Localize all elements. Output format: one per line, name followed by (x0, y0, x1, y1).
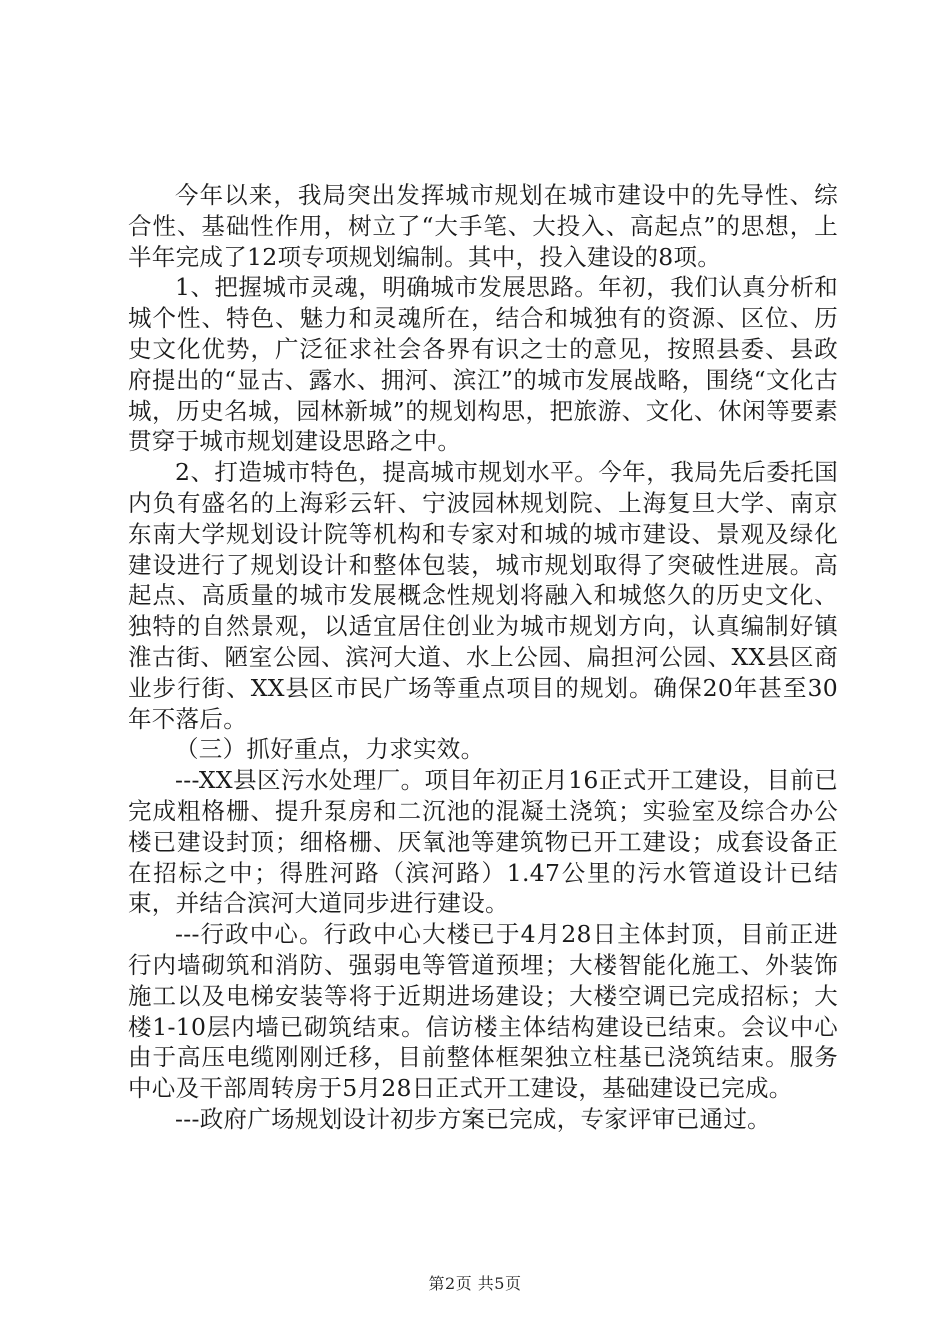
paragraph-section-heading: （三）抓好重点，力求实效。 (175, 735, 485, 764)
paragraph-sewage-plant: ---XX县区污水处理厂。项目年初正月16正式开工建设，目前已完成粗格栅、提升泵房和二沉池的混凝土浇筑；实验室及综合办公楼已建设封顶；细格栅、厌氧池等建筑物已开工建设；成套设备正在招标之中；得胜河路（滨河路）1.47公里的污水管道设计已结束，并结合滨河大道同步进行建设。 (128, 766, 838, 918)
document-body (128, 180, 838, 1135)
paragraph-city-features: 2、打造城市特色，提高城市规划水平。今年，我局先后委托国内负有盛名的上海彩云轩、宁波园林规划院、上海复旦大学、南京东南大学规划设计院等机构和专家对和城的城市建设、景观及绿化建设进行了规划设计和整体包装，城市规划取得了突破性进展。高起点、高质量的城市发展概念性规划将融入和城悠久的历史文化、独特的自然景观，以适宜居住创业为城市规划方向，认真编制好镇淮古街、陋室公园、滨河大道、水上公园、扁担河公园、XX县区商业步行街、XX县区市民广场等重点项目的规划。确保20年甚至30年不落后。 (128, 458, 838, 733)
paragraph-intro: 今年以来，我局突出发挥城市规划在城市建设中的先导性、综合性、基础性作用，树立了“大手笔、大投入、高起点”的思想，上半年完成了12项专项规划编制。其中，投入建设的8项。 (128, 181, 838, 271)
paragraph-admin-center: ---行政中心。行政中心大楼已于4月28日主体封顶，目前正进行内墙砌筑和消防、强弱电等管道预埋；大楼智能化施工、外装饰施工以及电梯安装等将于近期进场建设；大楼空调已完成招标；大楼1-10层内墙已砌筑结束。信访楼主体结构建设已结束。会议中心由于高压电缆刚刚迁移，目前整体框架独立柱基已浇筑结束。服务中心及干部周转房于5月28日正式开工建设，基础建设已完成。 (128, 920, 838, 1103)
paragraph-city-soul: 1、把握城市灵魂，明确城市发展思路。年初，我们认真分析和城个性、特色、魅力和灵魂所在，结合和城独有的资源、区位、历史文化优势，广泛征求社会各界有识之士的意见，按照县委、县政府提出的“显古、露水、拥河、滨江”的城市发展战略，围绕“文化古城，历史名城，园林新城”的规划构思，把旅游、文化、休闲等要素贯穿于城市规划建设思路之中。 (128, 273, 838, 456)
page-footer: 第2页 共5页 (428, 1274, 522, 1293)
paragraph-government-square: ---政府广场规划设计初步方案已完成，专家评审已通过。 (175, 1104, 771, 1133)
